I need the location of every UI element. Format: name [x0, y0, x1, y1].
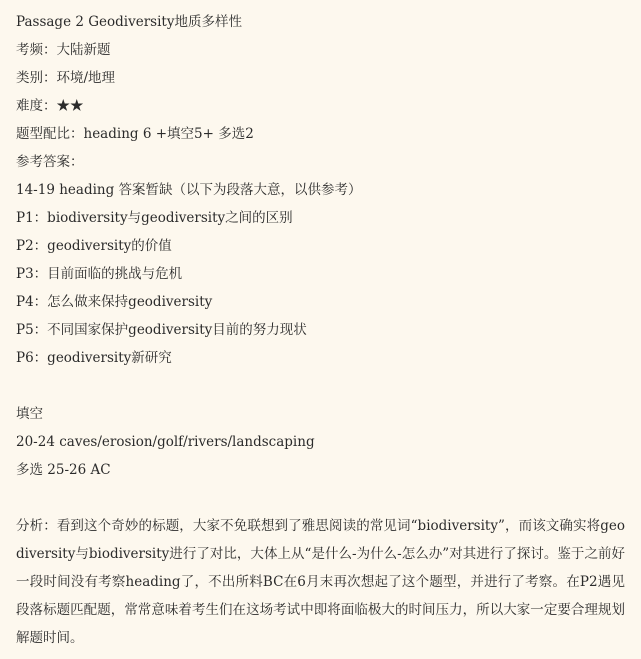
category: 类别：环境/地理 [16, 70, 116, 86]
fill-label: 填空 [16, 406, 43, 422]
paragraph-summary-p5: P5：不同国家保护geodiversity目前的努力现状 [16, 322, 307, 338]
fill-answers: 20-24 caves/erosion/golf/rivers/landscaping [16, 434, 315, 450]
paragraph-summary-p2: P2：geodiversity的价值 [16, 238, 172, 254]
analysis-paragraph: 分析：看到这个奇妙的标题，大家不免联想到了雅思阅读的常见词“biodiversity”，而该文确实将geodiversity与biodiversity进行了对比，大体上从“是什么-为什么-怎么办”对其进行了探讨。鉴于之前好一段时间没有考察heading了，不出所料BC在6月末再次想起了这个题型，并进行了考察。在P2遇见段落标题匹配题，常常意味着考生们在这场考试中即将面临极大的时间压力，所以大家一定要合理规划解题时间。 [16, 518, 625, 646]
exam-frequency: 考频：大陆新题 [16, 42, 111, 58]
spacer [16, 484, 625, 512]
spacer [16, 372, 625, 400]
passage-title: Passage 2 Geodiversity地质多样性 [16, 14, 242, 30]
multi-choice-answers: 多选 25-26 AC [16, 462, 111, 478]
answers-label: 参考答案： [16, 154, 84, 170]
paragraph-summary-p1: P1：biodiversity与geodiversity之间的区别 [16, 210, 293, 226]
paragraph-summary-p4: P4：怎么做来保持geodiversity [16, 294, 213, 310]
question-types: 题型配比：heading 6 +填空5+ 多选2 [16, 126, 254, 142]
paragraph-summary-p3: P3：目前面临的挑战与危机 [16, 266, 183, 282]
difficulty: 难度：★★ [16, 98, 84, 114]
heading-note: 14-19 heading 答案暂缺（以下为段落大意，以供参考） [16, 182, 362, 198]
paragraph-summary-p6: P6：geodiversity新研究 [16, 350, 172, 366]
